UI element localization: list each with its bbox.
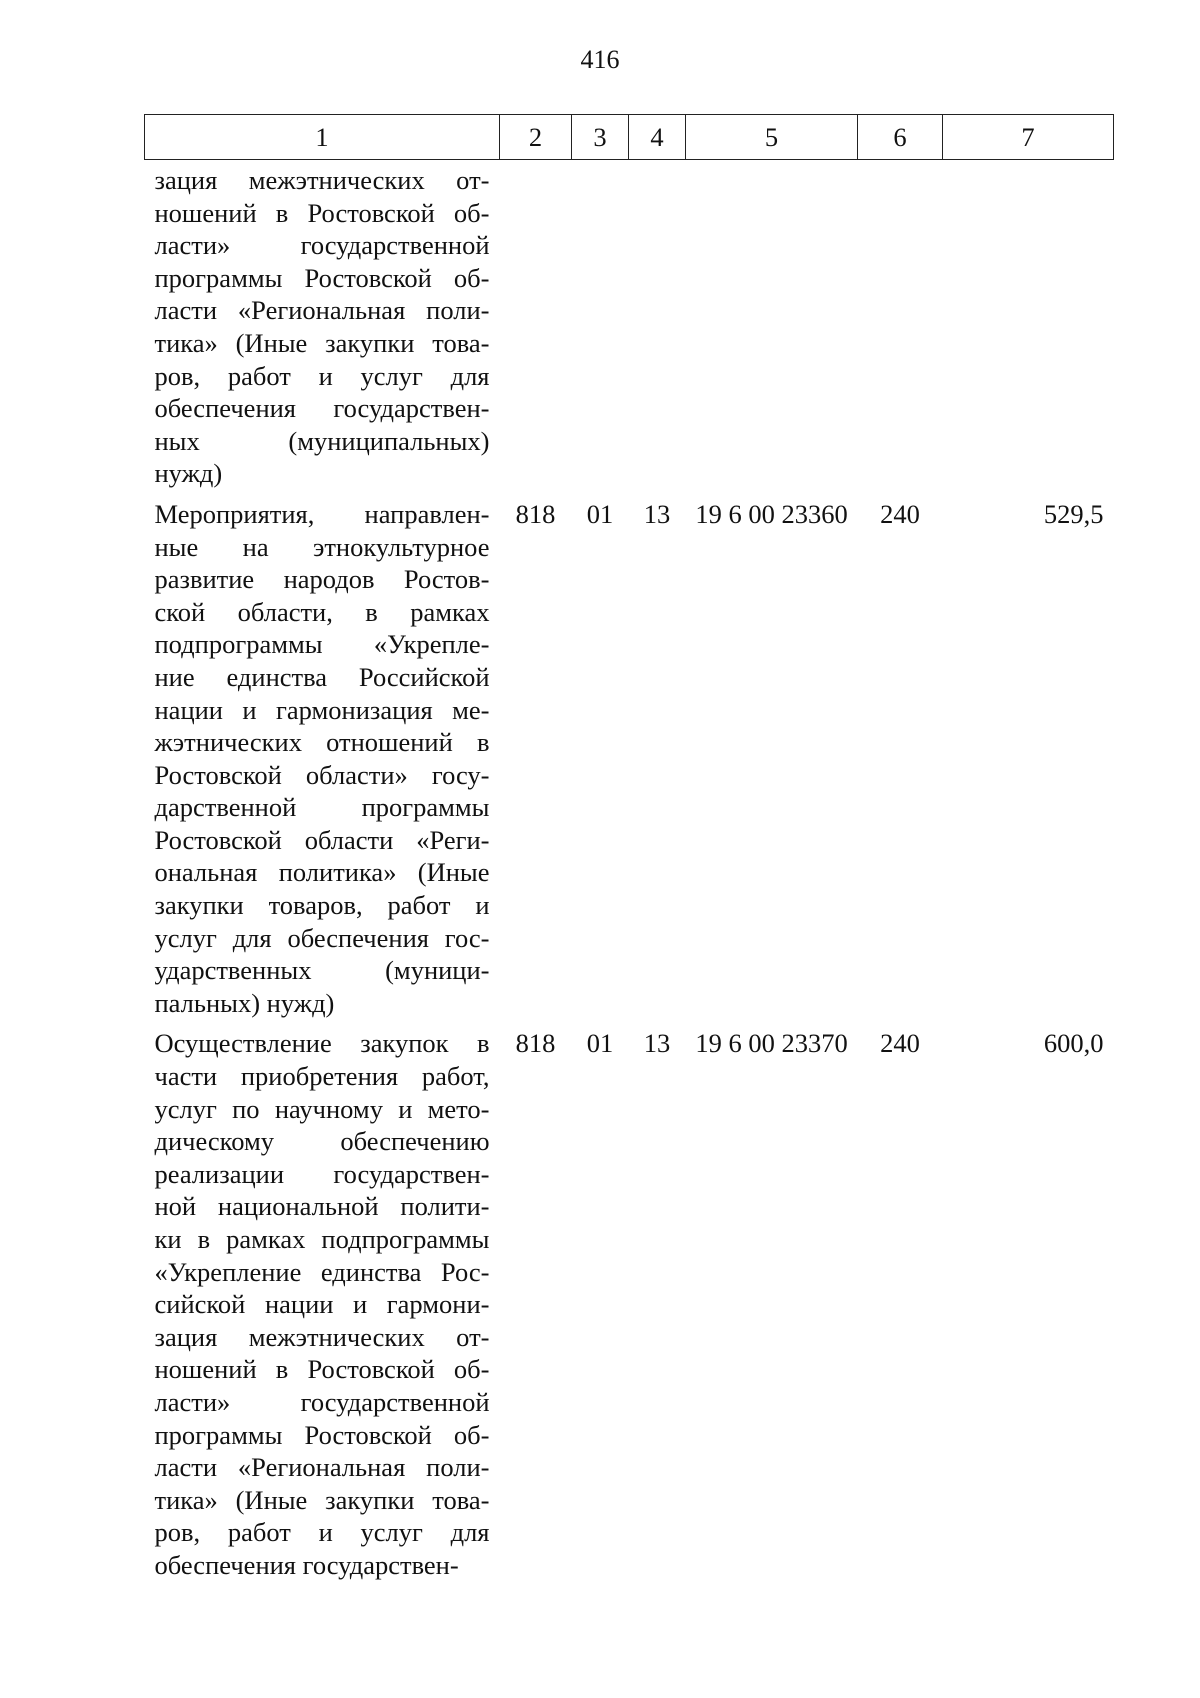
description-line: зация межэтнических от-	[154, 165, 490, 195]
description-line: дическому обеспечению	[154, 1126, 490, 1157]
column-header-1: 1	[145, 115, 500, 160]
description-line: ров, работ и услуг для	[154, 360, 490, 391]
description-line: части приобретения работ,	[154, 1061, 490, 1092]
cell-expense-type: 240	[880, 1028, 920, 1059]
description-line: жэтнических отношений в	[154, 727, 490, 758]
description-line: ской области, в рамках	[154, 596, 490, 627]
description-line: ударственных (муници-	[154, 955, 490, 986]
cell-amount	[943, 160, 1114, 490]
description-line: закупки товаров, работ и	[154, 890, 490, 921]
table-body	[145, 160, 1114, 1582]
cell-section-code	[572, 160, 629, 490]
description-line: ных (муниципальных)	[154, 425, 490, 456]
description-line: тика» (Иные закупки това-	[154, 1484, 490, 1515]
cell-target-article: 19 6 00 23360	[695, 498, 848, 529]
description-line: ласти «Региональная поли-	[154, 295, 490, 326]
description-line: обеспечения государствен-	[154, 1549, 459, 1580]
description-line: ношений в Ростовской об-	[154, 197, 490, 228]
cell-expense-type	[858, 160, 943, 490]
cell-ministry-code	[500, 160, 572, 490]
table-row	[145, 496, 1114, 1020]
description-line: реализации государствен-	[154, 1158, 490, 1189]
column-header-6: 6	[858, 115, 943, 160]
description-line: ние единства Российской	[154, 661, 490, 692]
description-line: ласти» государственной	[154, 230, 490, 261]
cell-ministry-code: 818	[515, 498, 556, 529]
description-line: подпрограммы «Укрепле-	[154, 629, 490, 660]
description-line: услуг для обеспечения гос-	[154, 922, 490, 953]
description-line: ные на этнокультурное	[154, 531, 490, 562]
cell-expense-type: 240	[880, 498, 920, 529]
description-line: ношений в Ростовской об-	[154, 1354, 490, 1385]
description-line: Мероприятия, направлен-	[154, 498, 490, 529]
cell-target-article: 19 6 00 23370	[695, 1028, 848, 1059]
table-header-row	[145, 115, 1114, 160]
description-line: ласти «Региональная поли-	[154, 1452, 490, 1483]
column-header-5: 5	[686, 115, 858, 160]
cell-target-article	[686, 160, 858, 490]
description-line: зация межэтнических от-	[154, 1321, 490, 1352]
cell-section-code: 01	[586, 498, 614, 529]
column-header-2: 2	[500, 115, 572, 160]
column-header-4: 4	[629, 115, 686, 160]
table-row	[145, 1025, 1114, 1581]
description-line: развитие народов Ростов-	[154, 564, 490, 595]
page-number: 416	[580, 45, 620, 74]
description-line: тика» (Иные закупки това-	[154, 327, 490, 358]
row-description	[145, 160, 500, 490]
column-header-7: 7	[943, 115, 1114, 160]
cell-amount: 529,5	[1043, 498, 1104, 529]
column-header-3: 3	[572, 115, 629, 160]
row-description	[145, 1025, 500, 1581]
description-line: услуг по научному и мето-	[154, 1093, 490, 1124]
cell-section-code: 01	[586, 1028, 614, 1059]
cell-subsection-code: 13	[643, 1028, 671, 1059]
description-line: ров, работ и услуг для	[154, 1517, 490, 1548]
cell-amount: 600,0	[1043, 1028, 1104, 1059]
table-row	[145, 160, 1114, 490]
description-line: Ростовской области «Реги-	[154, 824, 490, 855]
description-line: программы Ростовской об-	[154, 1419, 490, 1450]
description-line: нужд)	[154, 458, 223, 489]
description-line: ласти» государственной	[154, 1386, 490, 1417]
cell-subsection-code	[629, 160, 686, 490]
description-line: сийской нации и гармони-	[154, 1289, 490, 1320]
description-line: обеспечения государствен-	[154, 393, 490, 424]
description-line: пальных) нужд)	[154, 987, 335, 1018]
cell-subsection-code: 13	[643, 498, 671, 529]
cell-ministry-code: 818	[515, 1028, 556, 1059]
description-line: «Укрепление единства Рос-	[154, 1256, 490, 1287]
description-line: Ростовской области» госу-	[154, 759, 490, 790]
description-line: нации и гармонизация ме-	[154, 694, 490, 725]
description-line: программы Ростовской об-	[154, 262, 490, 293]
description-line: ональная политика» (Иные	[154, 857, 490, 888]
description-line: ной национальной полити-	[154, 1191, 490, 1222]
description-line: Осуществление закупок в	[154, 1028, 490, 1059]
description-line: дарственной программы	[154, 792, 490, 823]
row-description	[145, 496, 500, 1020]
description-line: ки в рамках подпрограммы	[154, 1224, 490, 1254]
budget-table	[144, 114, 1114, 1582]
